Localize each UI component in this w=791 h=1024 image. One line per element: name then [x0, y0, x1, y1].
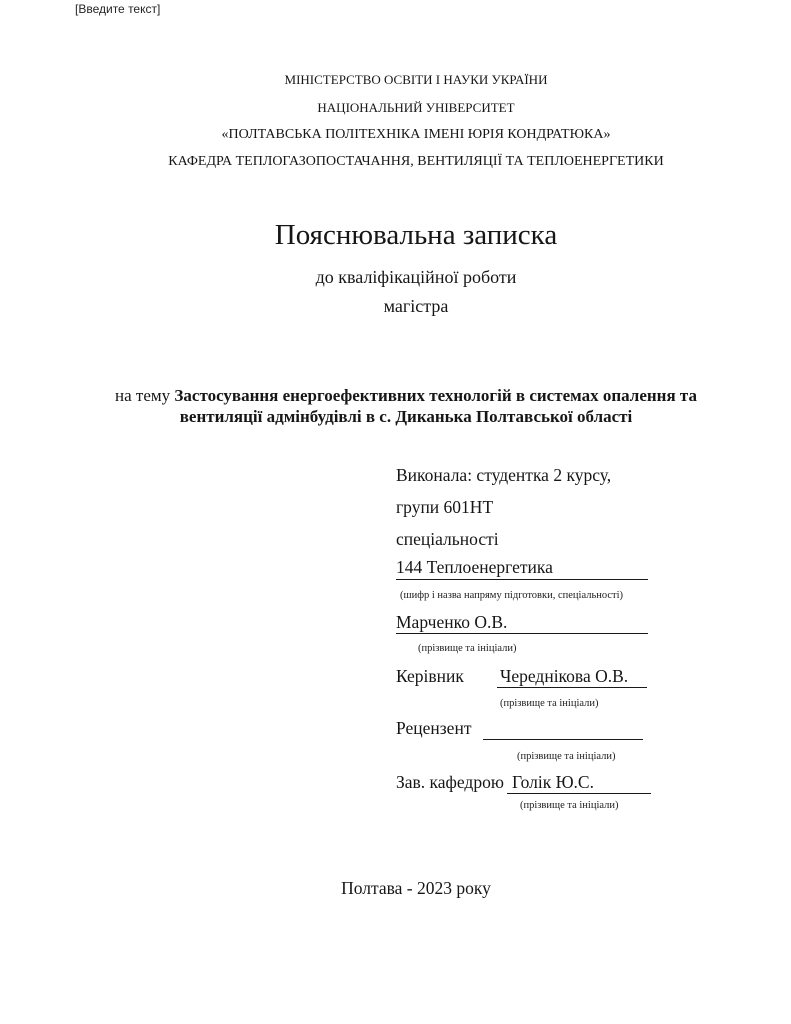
head-of-department-row [396, 771, 648, 793]
specialty-field: 144 Теплоенергетика [396, 556, 648, 580]
reviewer-row [396, 717, 648, 739]
supervisor-name-field: Череднікова О.В. [497, 665, 647, 688]
executed-by-line-3: спеціальності [396, 529, 499, 549]
institution-department-line: КАФЕДРА ТЕПЛОГАЗОПОСТАЧАННЯ, ВЕНТИЛЯЦІЇ ТА ТЕПЛОЕНЕРГЕТИКИ [168, 154, 664, 169]
document-subtitle-work-type: до кваліфікаційної роботи [315, 267, 517, 287]
institution-ministry-line: МІНІСТЕРСТВО ОСВІТИ І НАУКИ УКРАЇНИ [284, 72, 548, 87]
head-of-department-name-field: Голік Ю.С. [507, 771, 651, 794]
header-text-placeholder[interactable]: [Введите текст] [75, 2, 161, 16]
supervisor-label: Керівник [396, 666, 464, 686]
executed-by-line-1: Виконала: студентка 2 курсу, [396, 465, 612, 485]
reviewer-label: Рецензент [396, 718, 472, 738]
reviewer-name-caption: (прізвище та ініціали) [517, 751, 616, 762]
document-title: Пояснювальна записка [274, 219, 558, 251]
topic-line-2 [76, 406, 736, 427]
topic-title-bold-part2: вентиляції адмінбудівлі в с. Диканька Полтавської області [179, 407, 633, 426]
executed-by-line-2: групи 601НТ [396, 497, 494, 517]
head-name-caption: (прізвище та ініціали) [520, 800, 619, 811]
reviewer-signature-blank [483, 717, 643, 740]
supervisor-row [396, 665, 648, 687]
supervisor-name-caption: (прізвище та ініціали) [500, 698, 599, 709]
topic-paragraph [76, 385, 736, 427]
city-year-line: Полтава - 2023 року [341, 878, 491, 898]
document-subtitle-degree: магістра [383, 296, 449, 316]
head-of-department-label: Зав. кафедрою [396, 772, 504, 792]
student-name-field: Марченко О.В. [396, 611, 648, 634]
topic-line-1 [76, 385, 736, 406]
institution-university-line: НАЦІОНАЛЬНИЙ УНІВЕРСИТЕТ [317, 100, 515, 115]
topic-prefix: на тему [115, 386, 175, 405]
specialty-caption: (шифр і назва напряму підготовки, спеціальності) [400, 590, 624, 601]
student-name-caption: (прізвище та ініціали) [418, 643, 517, 654]
topic-title-bold-part1: Застосування енергоефективних технологій в системах опалення та [174, 386, 697, 405]
institution-name-line: «ПОЛТАВСЬКА ПОЛІТЕХНІКА ІМЕНІ ЮРІЯ КОНДРАТЮКА» [221, 127, 611, 142]
